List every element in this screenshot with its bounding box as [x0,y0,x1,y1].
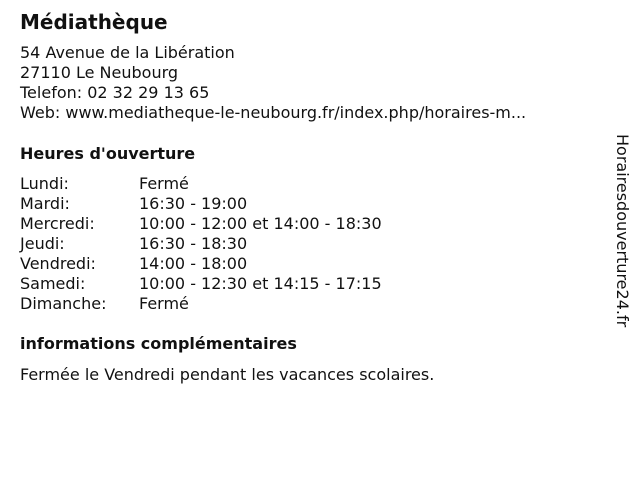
day-label: Dimanche: [20,294,107,313]
time-value: 16:30 - 18:30 [139,234,248,253]
city-address: 27110 Le Neubourg [20,63,179,82]
day-label: Mercredi: [20,214,95,233]
day-label: Samedi: [20,274,86,293]
hours-row-saturday [20,274,382,294]
info-heading: informations complémentaires [20,334,297,353]
hours-row-monday [20,174,382,194]
info-note: Fermée le Vendredi pendant les vacances scolaires. [20,365,435,384]
time-value: 10:00 - 12:30 et 14:15 - 17:15 [139,274,382,293]
time-value: 10:00 - 12:00 et 14:00 - 18:30 [139,214,382,233]
address-block [20,43,526,123]
hours-heading: Heures d'ouverture [20,144,196,163]
hours-row-wednesday [20,214,382,234]
hours-row-thursday [20,234,382,254]
day-label: Mardi: [20,194,70,213]
opening-hours-table [20,174,382,314]
time-value: Fermé [139,174,189,193]
day-label: Vendredi: [20,254,96,273]
day-label: Jeudi: [20,234,65,253]
time-value: Fermé [139,294,189,313]
watermark-text: Horairesdouverture24.fr [613,134,632,328]
page-title: Médiathèque [20,10,168,34]
website-link[interactable]: Web: www.mediatheque-le-neubourg.fr/index.php/horaires-m... [20,103,527,122]
hours-row-friday [20,254,382,274]
day-label: Lundi: [20,174,69,193]
hours-row-sunday [20,294,382,314]
phone-number: Telefon: 02 32 29 13 65 [20,83,210,102]
street-address: 54 Avenue de la Libération [20,43,235,62]
hours-row-tuesday [20,194,382,214]
time-value: 16:30 - 19:00 [139,194,248,213]
time-value: 14:00 - 18:00 [139,254,248,273]
